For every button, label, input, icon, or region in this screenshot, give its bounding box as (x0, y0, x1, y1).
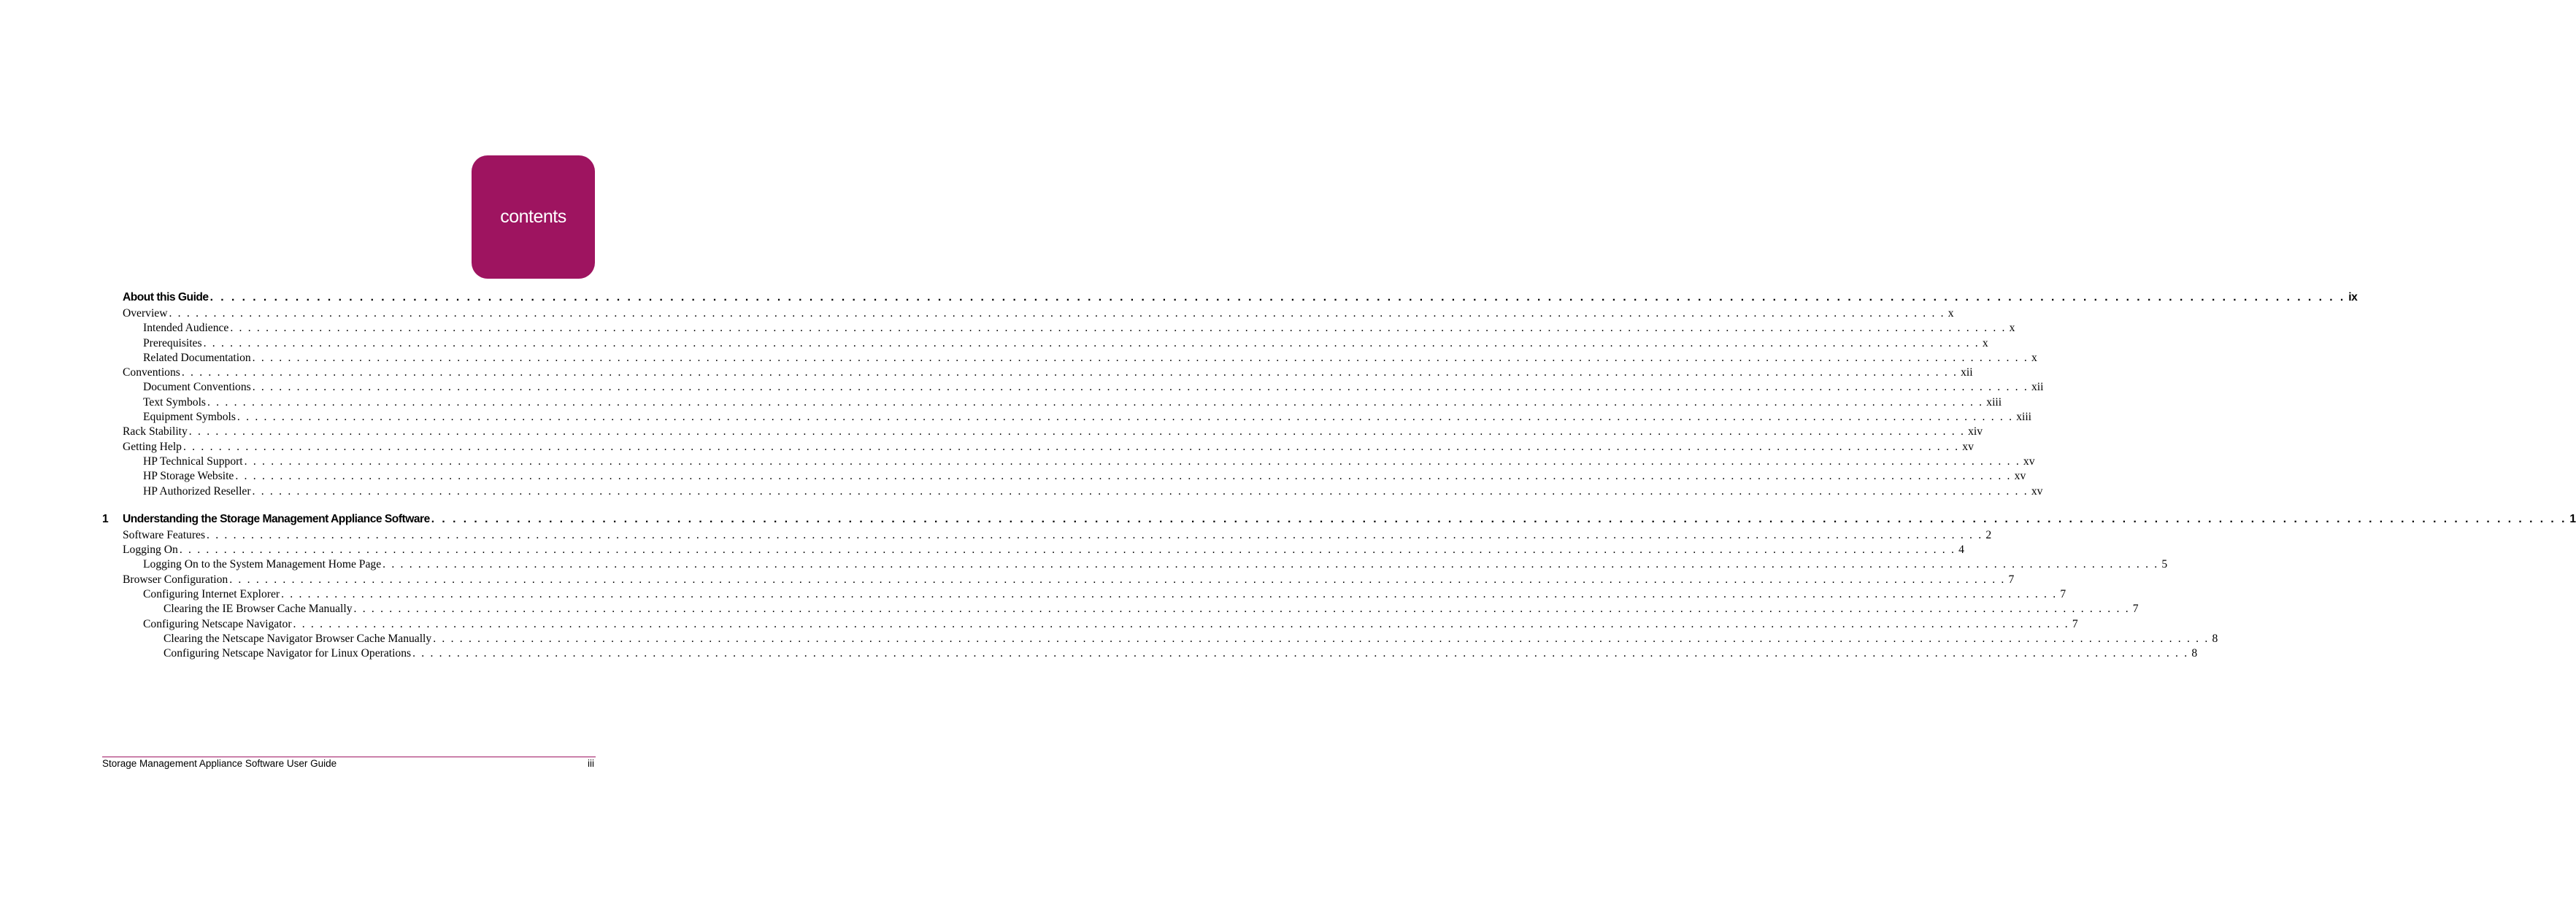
toc-page-number: xiii (1986, 395, 2002, 409)
toc-entry[interactable] (123, 528, 1992, 543)
toc-entry-title: Configuring Netscape Navigator for Linux Operations (164, 647, 412, 660)
toc-entry-title: HP Technical Support (143, 455, 243, 468)
toc-page-number: xii (2031, 381, 2044, 394)
toc-entry-title: Software Features (123, 528, 206, 541)
toc-section-title: About this Guide (123, 291, 209, 303)
dot-leader: . . . . . . . . . . . . . . . . . . . . . . . . . . . . . . . . . . . . . . . . . . . . . . . . . . . . . . . . . . . . . . . . . . . . . . . . . . . . . . . . . . . . . . . . . . . . . . . . . . . . . . . . . . . . . . . . . . . . . . . . . . . . . . . . . . . . . . . . . . . . . . . . . . . . . . . . . . . . . . . . . . . . . . . . . . . . . . . . . . . . . . . . . . . . . . . . . . . . . . . . (209, 291, 2346, 303)
dot-leader: . . . . . . . . . . . . . . . . . . . . . . . . . . . . . . . . . . . . . . . . . . . . . . . . . . . . . . . . . . . . . . . . . . . . . . . . . . . . . . . . . . . . . . . . . . . . . . . . . . . . . . . . . . . . . . . . . . . . . . . . . . . . . . . . . . . . . . . . . . . . . . . . . . . . . . . . . . . . . . . . . . . . . . . . . . . . . . . . . . . . . . . . . . . . . . . . . . . . . . . . (431, 512, 2567, 525)
toc-entry[interactable] (123, 440, 1974, 455)
toc-page-number: xv (1962, 440, 1974, 453)
toc-section-heading[interactable] (102, 511, 2576, 528)
toc-page-number: xii (1961, 366, 1973, 379)
toc-entry-title: Intended Audience (143, 322, 229, 335)
toc-entry[interactable] (143, 557, 2168, 572)
toc-entry-title: Browser Configuration (123, 573, 228, 586)
toc-entry-title: Overview (123, 307, 168, 320)
toc-page-number: x (1982, 336, 1988, 349)
footer-title: Storage Management Appliance Software User Guide (102, 758, 337, 769)
dot-leader: . . . . . . . . . . . . . . . . . . . . . . . . . . . . . . . . . . . . . . . . . . . . . . . . . . . . . . . . . . . . . . . . . . . . . . . . . . . . . . . . . . . . . . . . . . . . . . . . . . . . . . . . . . . . . . . . . . . . . . . . . . . . . . . . . . . . . . . . . . . . . . . . . . . . . . . . . . . . . . . . . . . . . . . . . . . . . . . . . . . . . . . . . . . . . . . . . . . . . . . . (244, 455, 2021, 468)
toc-page-number: 2 (1985, 528, 1992, 541)
toc-entry[interactable] (123, 425, 1983, 439)
toc-entry-title: Conventions (123, 366, 180, 379)
toc-page-number: xv (2014, 470, 2026, 483)
toc-entry-title: Clearing the Netscape Navigator Browser Cache Manually (164, 632, 432, 645)
dot-leader: . . . . . . . . . . . . . . . . . . . . . . . . . . . . . . . . . . . . . . . . . . . . . . . . . . . . . . . . . . . . . . . . . . . . . . . . . . . . . . . . . . . . . . . . . . . . . . . . . . . . . . . . . . . . . . . . . . . . . . . . . . . . . . . . . . . . . . . . . . . . . . . . . . . . . . . . . . . . . . . . . . . . . . . . . . . . . . . . . . . . . . . . . . . . . . . . . . . . . . . . (235, 470, 2012, 483)
dot-leader: . . . . . . . . . . . . . . . . . . . . . . . . . . . . . . . . . . . . . . . . . . . . . . . . . . . . . . . . . . . . . . . . . . . . . . . . . . . . . . . . . . . . . . . . . . . . . . . . . . . . . . . . . . . . . . . . . . . . . . . . . . . . . . . . . . . . . . . . . . . . . . . . . . . . . . . . . . . . . . . . . . . . . . . . . . . . . . . . . . . . . . . . . . . . . . . . . . . . . . . . (237, 411, 2014, 424)
toc-entry[interactable] (143, 351, 2037, 366)
toc-section-title: Understanding the Storage Management Appliance Software (123, 512, 430, 525)
chapter-number: 1 (102, 512, 109, 525)
toc-entry-title: Logging On (123, 544, 178, 557)
toc-page-number: ix (2348, 291, 2358, 303)
toc-entry[interactable] (143, 336, 1988, 351)
toc-entry[interactable] (143, 410, 2031, 425)
toc-page-number: xiii (2016, 411, 2031, 424)
toc-page-number: 8 (2191, 647, 2198, 660)
toc-page-number: 8 (2212, 632, 2218, 645)
toc-entry[interactable] (164, 632, 2218, 646)
dot-leader: . . . . . . . . . . . . . . . . . . . . . . . . . . . . . . . . . . . . . . . . . . . . . . . . . . . . . . . . . . . . . . . . . . . . . . . . . . . . . . . . . . . . . . . . . . . . . . . . . . . . . . . . . . . . . . . . . . . . . . . . . . . . . . . . . . . . . . . . . . . . . . . . . . . . . . . . . . . . . . . . . . . . . . . . . . . . . . . . . . . . . . . . . . . . . . . . . . . . . . . . (281, 588, 2058, 601)
toc-entry[interactable] (123, 306, 1954, 321)
dot-leader: . . . . . . . . . . . . . . . . . . . . . . . . . . . . . . . . . . . . . . . . . . . . . . . . . . . . . . . . . . . . . . . . . . . . . . . . . . . . . . . . . . . . . . . . . . . . . . . . . . . . . . . . . . . . . . . . . . . . . . . . . . . . . . . . . . . . . . . . . . . . . . . . . . . . . . . . . . . . . . . . . . . . . . . . . . . . . . . . . . . . . . . . . . . . . . . . . . . . . . . . (252, 351, 2029, 364)
dot-leader: . . . . . . . . . . . . . . . . . . . . . . . . . . . . . . . . . . . . . . . . . . . . . . . . . . . . . . . . . . . . . . . . . . . . . . . . . . . . . . . . . . . . . . . . . . . . . . . . . . . . . . . . . . . . . . . . . . . . . . . . . . . . . . . . . . . . . . . . . . . . . . . . . . . . . . . . . . . . . . . . . . . . . . . . . . . . . . . . . . . . . . . . . . . . . . . . . . . . . . . . (203, 336, 1980, 349)
toc-entry-title: Equipment Symbols (143, 411, 236, 424)
toc-page-number: 1 (2569, 512, 2576, 525)
toc-page-number: 7 (2008, 573, 2015, 586)
toc-section-heading[interactable] (123, 289, 2358, 306)
toc-entry-title: Text Symbols (143, 395, 206, 409)
toc-entry[interactable] (143, 380, 2044, 395)
toc-entry-title: Configuring Internet Explorer (143, 588, 280, 601)
toc-entry[interactable] (143, 484, 2043, 499)
toc-entry-title: Prerequisites (143, 336, 202, 349)
toc-entry-title: HP Storage Website (143, 470, 234, 483)
toc-entry-title: Clearing the IE Browser Cache Manually (164, 603, 353, 616)
toc-page-number: x (1948, 307, 1954, 320)
toc-page-number: 4 (1958, 544, 1964, 557)
dot-leader: . . . . . . . . . . . . . . . . . . . . . . . . . . . . . . . . . . . . . . . . . . . . . . . . . . . . . . . . . . . . . . . . . . . . . . . . . . . . . . . . . . . . . . . . . . . . . . . . . . . . . . . . . . . . . . . . . . . . . . . . . . . . . . . . . . . . . . . . . . . . . . . . . . . . . . . . . . . . . . . . . . . . . . . . . . . . . . . . . . . . . . . . . . . . . . . . . . . . . . . . (382, 558, 2159, 571)
dot-leader: . . . . . . . . . . . . . . . . . . . . . . . . . . . . . . . . . . . . . . . . . . . . . . . . . . . . . . . . . . . . . . . . . . . . . . . . . . . . . . . . . . . . . . . . . . . . . . . . . . . . . . . . . . . . . . . . . . . . . . . . . . . . . . . . . . . . . . . . . . . . . . . . . . . . . . . . . . . . . . . . . . . . . . . . . . . . . . . . . . . . . . . . . . . . . . . . . . . . . . . . (353, 603, 2130, 616)
dot-leader: . . . . . . . . . . . . . . . . . . . . . . . . . . . . . . . . . . . . . . . . . . . . . . . . . . . . . . . . . . . . . . . . . . . . . . . . . . . . . . . . . . . . . . . . . . . . . . . . . . . . . . . . . . . . . . . . . . . . . . . . . . . . . . . . . . . . . . . . . . . . . . . . . . . . . . . . . . . . . . . . . . . . . . . . . . . . . . . . . . . . . . . . . . . . . . . . . . . . . . . . (179, 544, 1956, 557)
dot-leader: . . . . . . . . . . . . . . . . . . . . . . . . . . . . . . . . . . . . . . . . . . . . . . . . . . . . . . . . . . . . . . . . . . . . . . . . . . . . . . . . . . . . . . . . . . . . . . . . . . . . . . . . . . . . . . . . . . . . . . . . . . . . . . . . . . . . . . . . . . . . . . . . . . . . . . . . . . . . . . . . . . . . . . . . . . . . . . . . . . . . . . . . . . . . . . . . . . . . . . . . (207, 395, 1984, 409)
toc-entry[interactable] (143, 469, 2026, 484)
dot-leader: . . . . . . . . . . . . . . . . . . . . . . . . . . . . . . . . . . . . . . . . . . . . . . . . . . . . . . . . . . . . . . . . . . . . . . . . . . . . . . . . . . . . . . . . . . . . . . . . . . . . . . . . . . . . . . . . . . . . . . . . . . . . . . . . . . . . . . . . . . . . . . . . . . . . . . . . . . . . . . . . . . . . . . . . . . . . . . . . . . . . . . . . . . . . . . . . . . . . . . . . (188, 425, 1966, 438)
toc-entry-title: Logging On to the System Management Home Page (143, 558, 382, 571)
dot-leader: . . . . . . . . . . . . . . . . . . . . . . . . . . . . . . . . . . . . . . . . . . . . . . . . . . . . . . . . . . . . . . . . . . . . . . . . . . . . . . . . . . . . . . . . . . . . . . . . . . . . . . . . . . . . . . . . . . . . . . . . . . . . . . . . . . . . . . . . . . . . . . . . . . . . . . . . . . . . . . . . . . . . . . . . . . . . . . . . . . . . . . . . . . . . . . . . . . . . . . . . (182, 440, 1960, 453)
table-of-contents (0, 289, 2576, 662)
dot-leader: . . . . . . . . . . . . . . . . . . . . . . . . . . . . . . . . . . . . . . . . . . . . . . . . . . . . . . . . . . . . . . . . . . . . . . . . . . . . . . . . . . . . . . . . . . . . . . . . . . . . . . . . . . . . . . . . . . . . . . . . . . . . . . . . . . . . . . . . . . . . . . . . . . . . . . . . . . . . . . . . . . . . . . . . . . . . . . . . . . . . . . . . . . . . . . . . . . . . . . . . (252, 484, 2029, 498)
toc-page-number: 7 (2072, 617, 2078, 630)
dot-leader: . . . . . . . . . . . . . . . . . . . . . . . . . . . . . . . . . . . . . . . . . . . . . . . . . . . . . . . . . . . . . . . . . . . . . . . . . . . . . . . . . . . . . . . . . . . . . . . . . . . . . . . . . . . . . . . . . . . . . . . . . . . . . . . . . . . . . . . . . . . . . . . . . . . . . . . . . . . . . . . . . . . . . . . . . . . . . . . . . . . . . . . . . . . . . . . . . . . . . . . . (169, 307, 1945, 320)
toc-entry-title: Getting Help (123, 440, 182, 453)
dot-leader: . . . . . . . . . . . . . . . . . . . . . . . . . . . . . . . . . . . . . . . . . . . . . . . . . . . . . . . . . . . . . . . . . . . . . . . . . . . . . . . . . . . . . . . . . . . . . . . . . . . . . . . . . . . . . . . . . . . . . . . . . . . . . . . . . . . . . . . . . . . . . . . . . . . . . . . . . . . . . . . . . . . . . . . . . . . . . . . . . . . . . . . . . . . . . . . . . . . . . . . . (229, 573, 2006, 586)
toc-entry-title: Rack Stability (123, 425, 188, 438)
toc-entry[interactable] (164, 602, 2139, 616)
toc-entry[interactable] (143, 587, 2066, 602)
toc-entry[interactable] (143, 321, 2015, 336)
dot-leader: . . . . . . . . . . . . . . . . . . . . . . . . . . . . . . . . . . . . . . . . . . . . . . . . . . . . . . . . . . . . . . . . . . . . . . . . . . . . . . . . . . . . . . . . . . . . . . . . . . . . . . . . . . . . . . . . . . . . . . . . . . . . . . . . . . . . . . . . . . . . . . . . . . . . . . . . . . . . . . . . . . . . . . . . . . . . . . . . . . . . . . . . . . . . . . . . . . . . . . . . (230, 322, 2007, 335)
toc-entry-title: Related Documentation (143, 351, 251, 364)
contents-tab-label: contents (500, 206, 566, 227)
dot-leader: . . . . . . . . . . . . . . . . . . . . . . . . . . . . . . . . . . . . . . . . . . . . . . . . . . . . . . . . . . . . . . . . . . . . . . . . . . . . . . . . . . . . . . . . . . . . . . . . . . . . . . . . . . . . . . . . . . . . . . . . . . . . . . . . . . . . . . . . . . . . . . . . . . . . . . . . . . . . . . . . . . . . . . . . . . . . . . . . . . . . . . . . . . . . . . . . . . . . . . . . (181, 366, 1958, 379)
dot-leader: . . . . . . . . . . . . . . . . . . . . . . . . . . . . . . . . . . . . . . . . . . . . . . . . . . . . . . . . . . . . . . . . . . . . . . . . . . . . . . . . . . . . . . . . . . . . . . . . . . . . . . . . . . . . . . . . . . . . . . . . . . . . . . . . . . . . . . . . . . . . . . . . . . . . . . . . . . . . . . . . . . . . . . . . . . . . . . . . . . . . . . . . . . . . . . . . . . . . . . . . (252, 381, 2029, 394)
toc-page-number: 5 (2161, 558, 2168, 571)
toc-page-number: 7 (2060, 588, 2066, 601)
toc-entry[interactable] (164, 646, 2198, 661)
dot-leader: . . . . . . . . . . . . . . . . . . . . . . . . . . . . . . . . . . . . . . . . . . . . . . . . . . . . . . . . . . . . . . . . . . . . . . . . . . . . . . . . . . . . . . . . . . . . . . . . . . . . . . . . . . . . . . . . . . . . . . . . . . . . . . . . . . . . . . . . . . . . . . . . . . . . . . . . . . . . . . . . . . . . . . . . . . . . . . . . . . . . . . . . . . . . . . . . . . . . . . . . (293, 617, 2069, 630)
section-spacer (0, 499, 696, 511)
dot-leader: . . . . . . . . . . . . . . . . . . . . . . . . . . . . . . . . . . . . . . . . . . . . . . . . . . . . . . . . . . . . . . . . . . . . . . . . . . . . . . . . . . . . . . . . . . . . . . . . . . . . . . . . . . . . . . . . . . . . . . . . . . . . . . . . . . . . . . . . . . . . . . . . . . . . . . . . . . . . . . . . . . . . . . . . . . . . . . . . . . . . . . . . . . . . . . . . . . . . . . . . (433, 632, 2210, 645)
toc-page-number: x (2031, 351, 2037, 364)
toc-entry[interactable] (143, 395, 2002, 410)
toc-page-number: x (2009, 322, 2015, 335)
toc-entry[interactable] (143, 455, 2035, 469)
toc-entry-title: Document Conventions (143, 381, 251, 394)
toc-entry-title: HP Authorized Reseller (143, 484, 251, 498)
toc-entry-title: Configuring Netscape Navigator (143, 617, 292, 630)
dot-leader: . . . . . . . . . . . . . . . . . . . . . . . . . . . . . . . . . . . . . . . . . . . . . . . . . . . . . . . . . . . . . . . . . . . . . . . . . . . . . . . . . . . . . . . . . . . . . . . . . . . . . . . . . . . . . . . . . . . . . . . . . . . . . . . . . . . . . . . . . . . . . . . . . . . . . . . . . . . . . . . . . . . . . . . . . . . . . . . . . . . . . . . . . . . . . . . . . . . . . . . . (412, 647, 2189, 660)
dot-leader: . . . . . . . . . . . . . . . . . . . . . . . . . . . . . . . . . . . . . . . . . . . . . . . . . . . . . . . . . . . . . . . . . . . . . . . . . . . . . . . . . . . . . . . . . . . . . . . . . . . . . . . . . . . . . . . . . . . . . . . . . . . . . . . . . . . . . . . . . . . . . . . . . . . . . . . . . . . . . . . . . . . . . . . . . . . . . . . . . . . . . . . . . . . . . . . . . . . . . . . . (207, 528, 1983, 541)
toc-page-number: xiv (1968, 425, 1983, 438)
footer-page-number: iii (588, 758, 594, 769)
toc-page-number: xv (2023, 455, 2035, 468)
toc-page-number: 7 (2132, 603, 2139, 616)
toc-page-number: xv (2031, 484, 2043, 498)
toc-entry[interactable] (143, 617, 2078, 632)
toc-entry[interactable] (123, 543, 1964, 557)
toc-entry[interactable] (123, 573, 2015, 587)
contents-tab (472, 155, 595, 279)
toc-entry[interactable] (123, 366, 1973, 380)
